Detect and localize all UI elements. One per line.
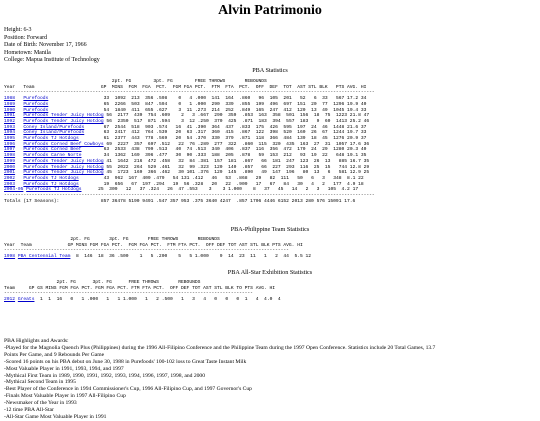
pba-stat-row: [4, 130, 366, 135]
pba-stat-row: [4, 108, 366, 113]
pba-stat-row: [4, 113, 369, 118]
team-link[interactable]: Purefoods Tender Juicy Hotdog: [23, 113, 104, 119]
phil-row-stats: 8 146 18 36 .500 1 5 .200 5 5 1.000 9 14 23 11 1 2 44 5.5 12: [70, 254, 312, 260]
highlight-item: -Mythical First Team in 1989, 1990, 1991, 1992, 1993, 1994, 1996, 1997, 1998, and 2000: [4, 372, 206, 379]
phil-rule: -------------------------------------------------------------------------------------------------------: [4, 248, 289, 254]
allstar-team-link[interactable]: Greats: [17, 297, 35, 303]
pba-rows: [4, 96, 369, 192]
team-link[interactable]: Purefoods TJ Hotdogs: [23, 175, 79, 181]
row-stats: 63 2417 412 764 .539 20 63 .317 360 415 .867 122 398 520 160 26 67 1244 19.7 33: [103, 130, 367, 136]
highlight-item: -Played for the Magnolia Quench Plus (Philippines) during the 1996 All-Filipino Conference and the Philippine Team during the 1997 Open Conference. Statistics include 20 Total Games, 13.7: [4, 344, 436, 351]
season-year-link[interactable]: 1999: [4, 158, 16, 164]
team-pad: [81, 153, 100, 158]
team-pad: [81, 187, 95, 192]
pba-stat-row: [4, 170, 369, 175]
allstar-rule: ------------------------------------------------------------------------------------------: [4, 291, 253, 297]
row-stats: 45 1723 169 366 .462 30 101 .376 129 145 .890 49 147 196 80 13 6 581 12.9 25: [106, 170, 370, 176]
season-year-link[interactable]: 1995: [4, 136, 16, 142]
team-link[interactable]: Purefoods: [23, 101, 49, 107]
season-year-link[interactable]: 2004-05: [4, 187, 24, 193]
row-stats: 63 2533 438 799 .513 40 74 .513 340 406 .837 116 356 472 170 24 29 1280 20.3 40: [103, 147, 367, 153]
season-year-link[interactable]: 2000: [4, 164, 16, 170]
team-link[interactable]: Purefoods: [23, 96, 49, 102]
team-link[interactable]: Purefoods Corned Beef: [23, 147, 82, 153]
season-year-link[interactable]: 1994: [4, 130, 16, 136]
highlight-item: -Mythical Second Team in 1995: [4, 379, 76, 386]
team-link[interactable]: Coney Island/Purefoods: [23, 124, 85, 130]
highlights-list: [4, 345, 536, 421]
allstar-row-stats: 1 1 16 0 1 .000 1 1 1.000 1 2 .500 1 3 4 0 0 0 1 4 4.0 4: [34, 297, 281, 303]
pba-stat-row: [4, 176, 364, 181]
highlight-item: -Finals Most Valuable Player in 1997 All-Filipino Cup: [4, 393, 126, 400]
team-link[interactable]: Purefoods Tender Juicy Hotdog: [23, 170, 104, 176]
highlight-item: -Best Player of the Conference in 1994 Commissioner's Cup, 1996 All-Filipino Cup, and 1997 Governor's Cup: [4, 386, 252, 393]
pba-stat-row: [4, 165, 369, 170]
pba-stat-row: [4, 187, 358, 192]
row-stats: 19 656 67 197 .294 19 56 .328 20 22 .909 17 67 84 30 4 2 177 4.9 18: [103, 181, 364, 187]
season-year-link[interactable]: 2002: [4, 175, 16, 181]
highlight-item: -12 time PBA All-Star: [4, 407, 54, 414]
season-year-link[interactable]: 1997: [4, 147, 16, 153]
row-stats: 67 2544 518 903 .574 16 41 .390 364 437 .833 175 426 595 197 24 46 1448 21.6 37: [103, 124, 367, 130]
row-stats: 43 962 167 409 .479 54 131 .412 46 53 .868 29 82 111 50 6 3 348 8.1 22: [103, 175, 364, 181]
pba-stat-row: [4, 142, 369, 147]
pba-stat-row: [4, 153, 366, 158]
phil-header-row-1: 2pt. FG 3pt. FG FREE THROWS REBOUNDS: [4, 237, 220, 242]
row-stats: 41 1642 216 472 .458 32 84 .381 157 181 .867 66 181 247 123 26 13 885 16.7 35: [106, 158, 370, 164]
phil-team-stats-table: [4, 237, 311, 260]
bio-block: [4, 27, 100, 65]
team-pad: [81, 147, 100, 152]
team-link[interactable]: Purefoods TJ Hotdogs: [23, 136, 79, 142]
row-stats: 55 2022 264 529 .461 32 99 .323 120 140 .857 66 227 293 116 25 15 744 12.8 29: [106, 164, 370, 170]
pba-stat-row: [4, 182, 364, 187]
pba-rule-2: --------------------------------------------------------------------------------------------------------------------------------------: [4, 193, 375, 199]
phil-year-link[interactable]: 1998: [4, 254, 16, 260]
allstar-year-link[interactable]: 2012: [4, 297, 16, 303]
team-link[interactable]: Purefoods Carne Norte: [23, 153, 82, 159]
row-stats: 69 2227 357 697 .512 22 76 .289 277 322 .860 115 320 435 163 27 31 1057 17.6 36: [106, 141, 370, 147]
team-pad: [84, 130, 101, 135]
row-stats: 34 1362 169 396 .477 30 90 .333 188 205 .878 59 153 212 93 19 22 648 19.1 35: [103, 153, 367, 159]
pba-stat-row: [4, 159, 369, 164]
pba-totals-row: Totals (17 Seasons): 857 36478 5190 9491 .547 357 953 .375 3640 4247 .857 1706 4446 6152 2013 280 576 15091 17.6: [4, 198, 356, 204]
pba-stats-title: PBA Statistics: [252, 67, 288, 74]
allstar-stats-title: PBA All-Star Exhibition Statistics: [227, 269, 313, 276]
pba-stat-row: [4, 147, 366, 152]
season-year-link[interactable]: 1990: [4, 107, 16, 113]
team-pad: [48, 102, 101, 107]
team-link[interactable]: Purefoods Corned Beef Cowboys: [23, 141, 104, 147]
pba-stat-row: [4, 102, 366, 107]
row-stats: 25 309 12 37 .324 26 47 .553 3 3 1.000 8 37 45 14 2 3 105 4.2 17: [98, 187, 359, 193]
season-year-link[interactable]: 1993: [4, 124, 16, 130]
team-pad: [79, 182, 101, 187]
highlights-block: [4, 338, 536, 421]
season-year-link[interactable]: 1992: [4, 118, 16, 124]
season-year-link[interactable]: 1996: [4, 141, 16, 147]
season-year-link[interactable]: 1991: [4, 113, 16, 119]
bio-college: College: Mapua Institute of Technology: [4, 57, 100, 64]
phil-team-link[interactable]: PBA Centennial Team: [17, 254, 71, 260]
highlight-item: -Most Valuable Player in 1991, 1993, 1994, and 1997: [4, 365, 124, 372]
allstar-header-row-1: 2pt. FG 3pt. FG FREE THROWS REBOUNDS: [4, 280, 201, 285]
highlight-item: Points Per Game, and 9 Rebounds Per Game: [4, 351, 105, 358]
team-link[interactable]: Purefoods TJ Hotdogs: [26, 187, 82, 193]
pba-header-row-1: 2pt. FG 3pt. FG FREE THROWS REBOUNDS: [4, 79, 267, 84]
team-link[interactable]: Purefoods: [23, 107, 49, 113]
pba-header-row-2: Year Team GP MINS FGM FGA PCT. FGM FGA PCT. FTM FTA PCT. OFF DEF TOT AST STL BLK PTS AVG. HI: [4, 84, 367, 90]
row-stats: 65 2266 503 847 .594 0 1 .000 290 339 .855 199 496 697 151 20 77 1296 19.9 40: [103, 101, 367, 107]
highlight-item: -All-Star Game Most Valuable Player in 1991: [4, 413, 107, 420]
pba-stat-row: [4, 125, 366, 130]
team-pad: [79, 136, 101, 141]
team-pad: [79, 176, 101, 181]
highlights-heading: PBA Highlights and Awards:: [4, 338, 69, 344]
team-link[interactable]: Purefoods Tender Juicy Hotdog: [23, 118, 104, 124]
bio-birthdate: Date of Birth: November 17, 1966: [4, 42, 87, 49]
highlight-item: -Newsmaker of the Year in 1993: [4, 400, 77, 407]
pba-rule: --------------------------------------------------------------------------------------------------------------------------------------: [4, 90, 375, 96]
season-year-link[interactable]: 1989: [4, 101, 16, 107]
team-pad: [48, 96, 101, 101]
season-year-link[interactable]: 1998: [4, 153, 16, 159]
highlight-item: -Scored 16 points on his PBA debut on June 30, 1988 in Purefoods' 100-102 loss to Great Taste Instant Milk: [4, 358, 247, 365]
row-stats: 54 1840 411 655 .627 3 11 .273 214 252 .849 165 247 412 120 13 49 1045 19.4 33: [103, 107, 367, 113]
team-link[interactable]: Purefoods TJ Hotdogs: [23, 181, 79, 187]
pba-stat-row: [4, 119, 369, 124]
allstar-header-row-2: Team GP GS MINS FGM FGA PCT. FGM FGA PCT. FTM FTA PCT. OFF DEF TOT AST STL BLK TO PTS AVG. HI: [4, 285, 276, 291]
row-stats: 56 2350 517 871 .594 3 12 .250 370 425 .871 183 394 557 183 9 60 1413 25.2 46: [106, 118, 370, 124]
bio-height: Height: 6-3: [4, 27, 32, 33]
bio-position: Position: Forward: [4, 34, 48, 41]
pba-stats-table: [4, 79, 375, 204]
row-stats: 56 2177 439 754 .609 2 3 .667 290 359 .853 163 358 501 156 18 75 1223 21.8 47: [106, 113, 370, 119]
phil-team-stats-title: PBA-Philippine Team Statistics: [230, 226, 310, 233]
team-link[interactable]: Purefoods Tender Juicy Hotdog: [23, 164, 104, 170]
allstar-stats-table: [4, 280, 281, 303]
team-pad: [48, 108, 101, 113]
page-title: Alvin Patrimonio: [218, 3, 322, 18]
season-year-link[interactable]: 2003: [4, 181, 16, 187]
row-stats: 33 1092 213 356 .598 0 4 .000 141 164 .860 96 105 201 52 6 33 567 17.2 34: [103, 96, 367, 102]
season-year-link[interactable]: 1988: [4, 96, 16, 102]
team-pad: [84, 125, 101, 130]
row-stats: 61 2377 443 778 .569 20 54 .370 330 379 .871 118 366 484 139 18 45 1276 20.9 37: [103, 136, 367, 142]
bio-hometown: Hometown: Manila: [4, 49, 51, 56]
phil-header-row-2: Year Team GP MINS FGM FGA PCT. FGM FGA PCT. FTM FTA PCT. OFF DEF TOT AST STL BLK PTS AVG. HI: [4, 242, 303, 248]
team-link[interactable]: Purefoods Tender Juicy Hotdog: [23, 158, 104, 164]
season-year-link[interactable]: 2001: [4, 170, 16, 176]
pba-stat-row: [4, 136, 366, 141]
pba-stat-row: [4, 96, 366, 101]
team-link[interactable]: Coney Island/Purefoods: [23, 130, 85, 136]
